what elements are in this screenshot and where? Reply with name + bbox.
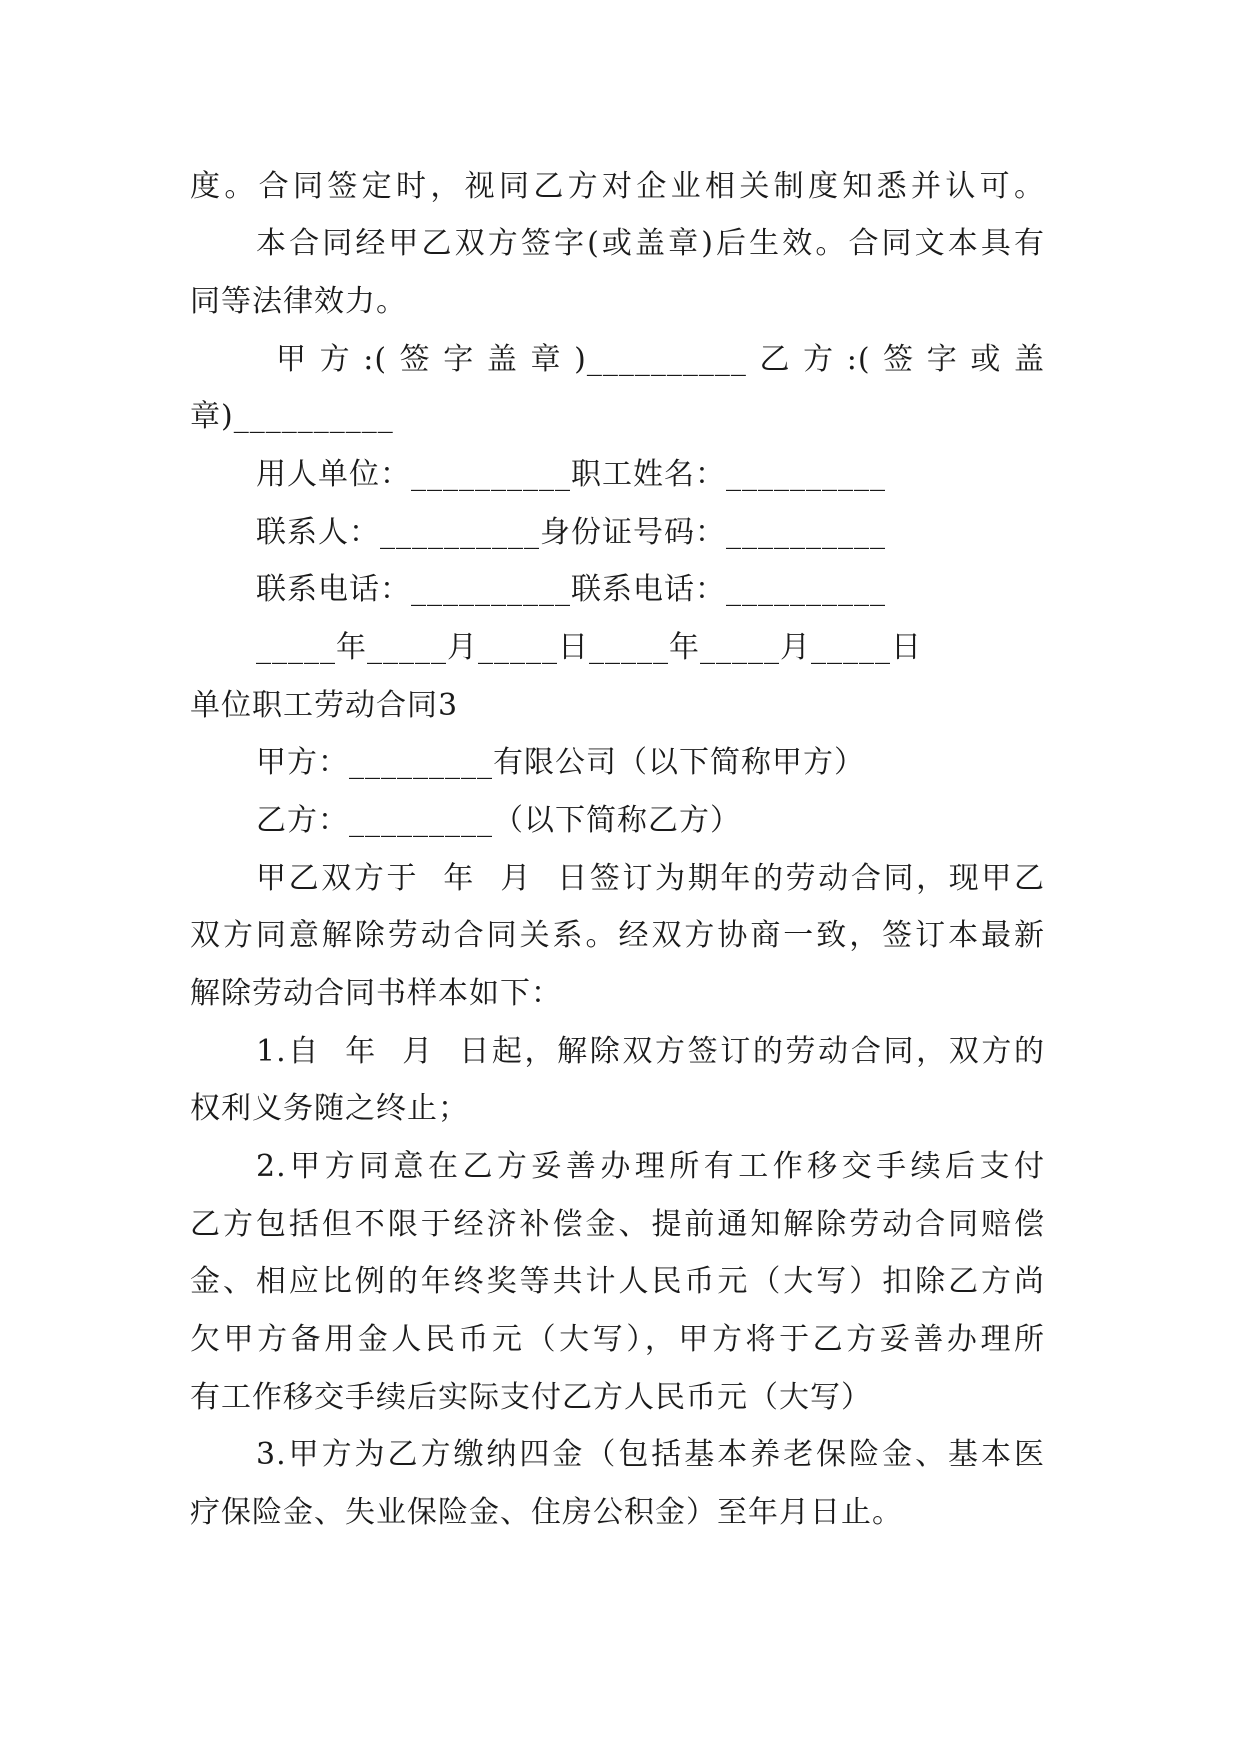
form-field-line: 联系人：__________身份证号码：__________ bbox=[256, 515, 886, 550]
signature-line: 甲方:(签字盖章)__________乙方:(签字或盖 bbox=[276, 342, 1045, 377]
clause-2-line: 欠甲方备用金人民币元（大写），甲方将于乙方妥善办理所 bbox=[190, 1322, 1045, 1357]
clause-1-line: 权利义务随之终止； bbox=[190, 1091, 469, 1126]
body-text-line: 度。合同签定时，视同乙方对企业相关制度知悉并认可。 bbox=[190, 169, 1045, 204]
party-b-line: 乙方：_________（以下简称乙方） bbox=[256, 803, 741, 838]
party-a-line: 甲方：_________有限公司（以下简称甲方） bbox=[256, 745, 865, 780]
clause-2-line: 有工作移交手续后实际支付乙方人民币元（大写） bbox=[190, 1380, 872, 1415]
clause-3-line: 3.甲方为乙方缴纳四金（包括基本养老保险金、基本医 bbox=[256, 1437, 1045, 1472]
form-field-line: 联系电话：__________联系电话：__________ bbox=[256, 572, 886, 607]
body-text-line: 双方同意解除劳动合同关系。经双方协商一致，签订本最新 bbox=[190, 918, 1045, 953]
date-line: _____年_____月_____日_____年_____月_____日 bbox=[256, 630, 922, 665]
body-text-line: 解除劳动合同书样本如下： bbox=[190, 976, 562, 1011]
clause-2-line: 乙方包括但不限于经济补偿金、提前通知解除劳动合同赔偿 bbox=[190, 1207, 1045, 1242]
clause-3-line: 疗保险金、失业保险金、住房公积金）至年月日止。 bbox=[190, 1495, 903, 1530]
body-text-line: 本合同经甲乙双方签字(或盖章)后生效。合同文本具有 bbox=[256, 226, 1045, 261]
signature-line: 章)__________ bbox=[190, 399, 394, 434]
body-text-line: 同等法律效力。 bbox=[190, 284, 407, 319]
body-text-line: 甲乙双方于 年 月 日签订为期年的劳动合同，现甲乙 bbox=[256, 861, 1045, 896]
clause-2-line: 金、相应比例的年终奖等共计人民币元（大写）扣除乙方尚 bbox=[190, 1264, 1045, 1299]
clause-2-line: 2.甲方同意在乙方妥善办理所有工作移交手续后支付 bbox=[256, 1149, 1045, 1184]
form-field-line: 用人单位：__________职工姓名：__________ bbox=[256, 457, 886, 492]
clause-1-line: 1.自 年 月 日起，解除双方签订的劳动合同，双方的 bbox=[256, 1034, 1045, 1069]
section-heading: 单位职工劳动合同3 bbox=[190, 688, 459, 723]
